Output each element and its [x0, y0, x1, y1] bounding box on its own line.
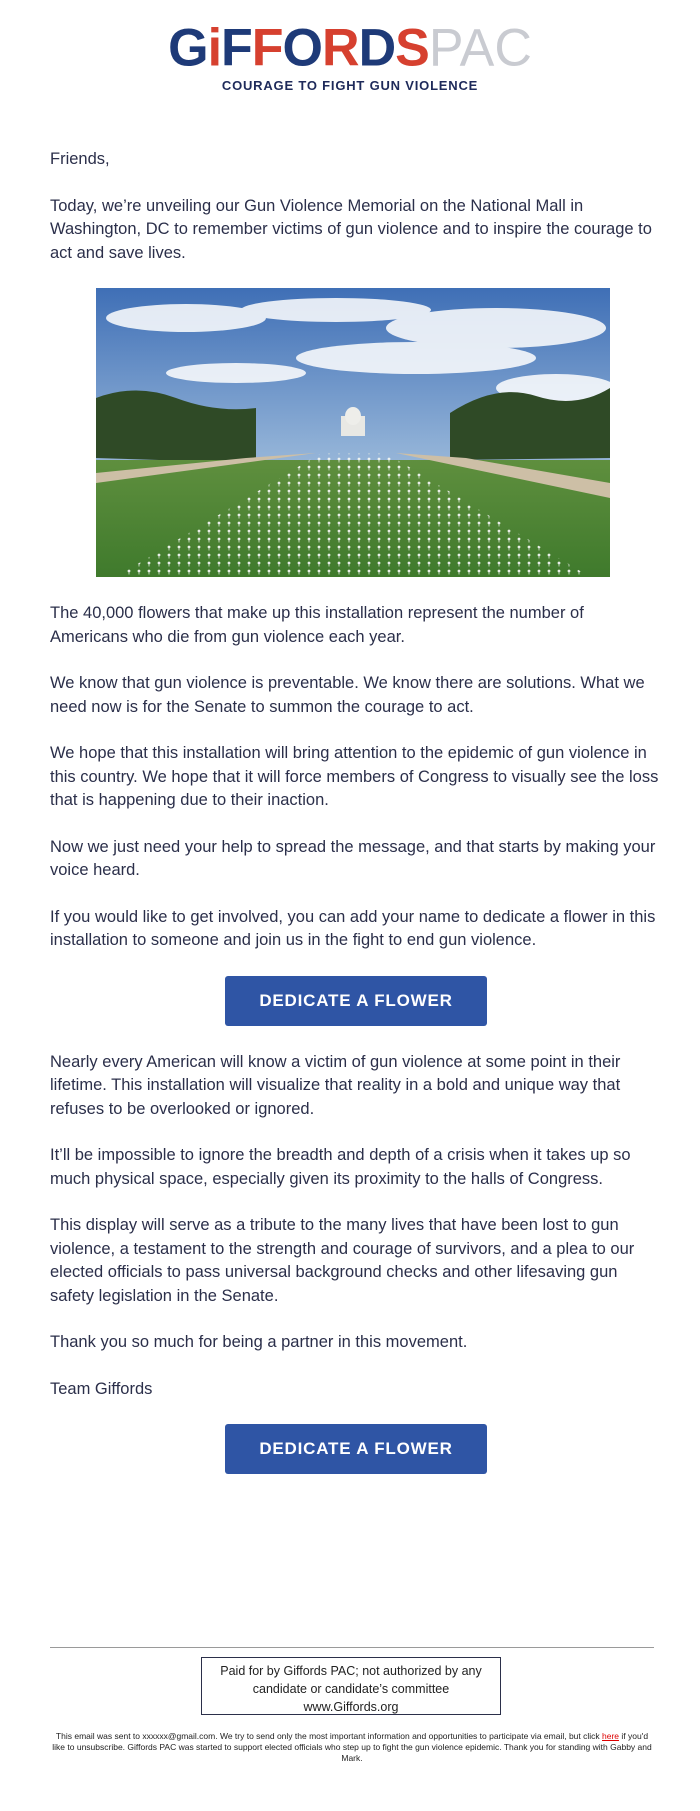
logo-wordmark: [168, 18, 532, 78]
body-paragraph: Nearly every American will know a victim of gun violence at some point in their lifetime. This installation will visualize that reality in a bold and unique way that refuses to be overlooked or ignored.: [50, 1052, 621, 1118]
body-paragraph: This display will serve as a tribute to the many lives that have been lost to gun violence, a testament to the strength and courage of survivors, and a plea to our elected officials to pass universal background checks and other lifesaving gun safety legislation in the Senate.: [50, 1216, 635, 1305]
body-paragraph: The 40,000 flowers that make up this installation represent the number of Americans who die from gun violence each year.: [50, 604, 584, 646]
giffords-website-link[interactable]: www.Giffords.org: [303, 1700, 399, 1714]
body-paragraph: Today, we’re unveiling our Gun Violence Memorial on the National Mall in Washington, DC to remember victims of gun violence and to inspire the courage to act and save lives.: [50, 196, 652, 262]
logo-letter: i: [207, 18, 222, 78]
logo-letter: D: [358, 18, 396, 78]
paid-for-line: candidate or candidate’s committee: [252, 1682, 450, 1696]
signature: Team Giffords: [50, 1379, 153, 1398]
logo-letter: O: [282, 18, 322, 78]
fine-print-text: if you'd like to unsubscribe. Giffords PAC was started to support elected officials who step up to fight the gun violence epidemic. Thank you for standing with Gabby and Mark.: [52, 1731, 652, 1763]
fine-print-text: This email was sent to xxxxxx@gmail.com. We try to send only the most important information and opportunities to participate via email, but click: [55, 1731, 603, 1741]
logo-letter: F: [251, 18, 283, 78]
body-paragraph: Thank you so much for being a partner in this movement.: [50, 1333, 468, 1351]
cta-wrapper: [50, 976, 662, 1026]
body-paragraph: We hope that this installation will bring attention to the epidemic of gun violence in this country. We hope that it will force members of Congress to visually see the loss that is happening due to their inaction.: [50, 744, 659, 809]
fine-print: [50, 1731, 654, 1764]
body-paragraph: If you would like to get involved, you can add your name to dedicate a flower in this installation to someone and join us in the fight to end gun violence.: [50, 907, 656, 949]
giffords-pac-logo[interactable]: [0, 18, 700, 93]
cta-wrapper: [50, 1424, 662, 1474]
body-paragraph: We know that gun violence is preventable. We know there are solutions. What we need now is for the Senate to summon the courage to act.: [50, 674, 645, 716]
dedicate-flower-button-bottom[interactable]: DEDICATE A FLOWER: [225, 1424, 487, 1474]
logo-tagline: COURAGE TO FIGHT GUN VIOLENCE: [221, 78, 479, 93]
logo-letter: R: [322, 18, 359, 78]
logo-letter: G: [168, 18, 208, 78]
dedicate-flower-button[interactable]: DEDICATE A FLOWER: [225, 976, 487, 1026]
paid-for-line: Paid for by Giffords PAC; not authorized by any: [220, 1664, 482, 1678]
footer-divider: [50, 1647, 654, 1648]
paid-for-disclaimer-box: [201, 1657, 501, 1715]
memorial-photo[interactable]: [96, 288, 610, 577]
logo-letter: F: [221, 18, 252, 78]
logo-letter: S: [395, 18, 429, 78]
logo-suffix: PAC: [428, 18, 532, 78]
greeting: Friends,: [50, 150, 110, 168]
body-paragraph: Now we just need your help to spread the message, and that starts by making your voice heard.: [50, 837, 656, 879]
email-body: [50, 148, 662, 1499]
body-paragraph: It’ll be impossible to ignore the breadth and depth of a crisis when it takes up so much physical space, especially given its proximity to the halls of Congress.: [50, 1146, 631, 1188]
unsubscribe-link[interactable]: here: [602, 1731, 620, 1741]
